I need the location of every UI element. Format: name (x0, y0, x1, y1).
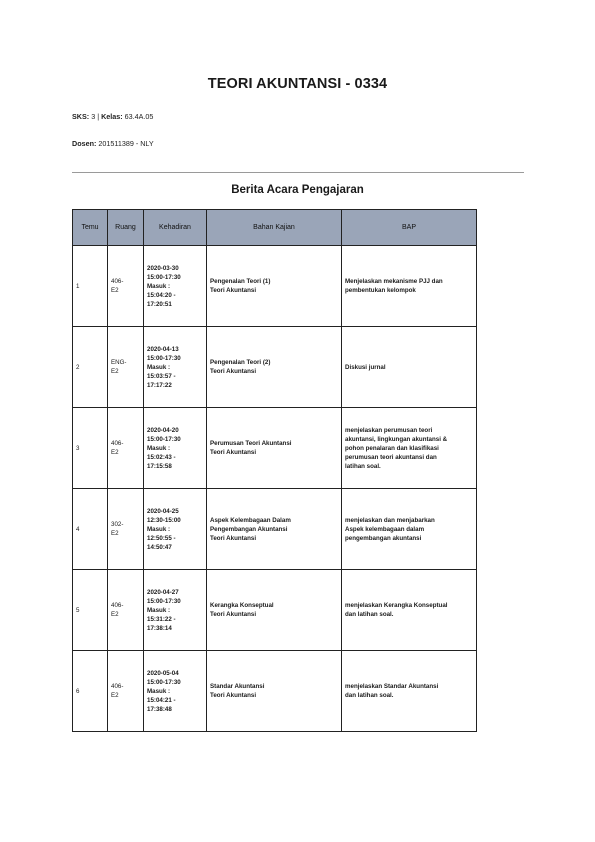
cell-bahan-kajian: Aspek Kelembagaan Dalam Pengembangan Akuntansi Teori Akuntansi (207, 489, 342, 570)
cell-kehadiran: 2020-05-04 15:00-17:30 Masuk : 15:04:21 - 17:38:48 (144, 651, 207, 732)
column-header-ruang: Ruang (108, 210, 144, 246)
cell-bap: Diskusi jurnal (342, 327, 477, 408)
cell-bahan-kajian: Kerangka Konseptual Teori Akuntansi (207, 570, 342, 651)
cell-ruang: 302- E2 (108, 489, 144, 570)
cell-bahan-kajian: Perumusan Teori Akuntansi Teori Akuntansi (207, 408, 342, 489)
cell-kehadiran: 2020-04-13 15:00-17:30 Masuk : 15:03:57 - 17:17:22 (144, 327, 207, 408)
cell-ruang: 406- E2 (108, 651, 144, 732)
cell-bahan-kajian: Pengenalan Teori (1) Teori Akuntansi (207, 246, 342, 327)
cell-temu: 2 (73, 327, 108, 408)
table-row (73, 408, 477, 489)
cell-temu: 5 (73, 570, 108, 651)
dosen-label: Dosen: (72, 139, 97, 148)
section-title: Berita Acara Pengajaran (231, 184, 364, 196)
table-row (73, 327, 477, 408)
cell-bap: menjelaskan perumusan teori akuntansi, lingkungan akuntansi & pohon penalaran dan klasifikasi perumusan teori akuntansi dan latihan soal. (342, 408, 477, 489)
cell-ruang: 406- E2 (108, 246, 144, 327)
cell-bap: menjelaskan dan menjabarkan Aspek kelembagaan dalam pengembangan akuntansi (342, 489, 477, 570)
cell-ruang: 406- E2 (108, 570, 144, 651)
column-header-temu: Temu (73, 210, 108, 246)
column-header-bahan-kajian: Bahan Kajian (207, 210, 342, 246)
kelas-label: Kelas: (101, 112, 123, 121)
cell-kehadiran: 2020-04-25 12:30-15:00 Masuk : 12:50:55 - 14:50:47 (144, 489, 207, 570)
cell-kehadiran: 2020-04-27 15:00-17:30 Masuk : 15:31:22 - 17:38:14 (144, 570, 207, 651)
teaching-report-table (72, 209, 477, 732)
cell-temu: 6 (73, 651, 108, 732)
course-meta-line (72, 112, 153, 121)
cell-temu: 1 (73, 246, 108, 327)
table-row (73, 570, 477, 651)
table-header-row (73, 210, 477, 246)
cell-kehadiran: 2020-04-20 15:00-17:30 Masuk : 15:02:43 - 17:15:58 (144, 408, 207, 489)
cell-bahan-kajian: Pengenalan Teori (2) Teori Akuntansi (207, 327, 342, 408)
table-row (73, 651, 477, 732)
column-header-kehadiran: Kehadiran (144, 210, 207, 246)
page-title: TEORI AKUNTANSI - 0334 (207, 76, 388, 92)
cell-kehadiran: 2020-03-30 15:00-17:30 Masuk : 15:04:20 - 17:20:51 (144, 246, 207, 327)
cell-bap: menjelaskan Standar Akuntansi dan latihan soal. (342, 651, 477, 732)
header-divider (72, 172, 524, 173)
sks-value: 3 (91, 112, 96, 121)
cell-bap: Menjelaskan mekanisme PJJ dan pembentukan kelompok (342, 246, 477, 327)
meta-separator: | (97, 112, 100, 121)
kelas-value: 63.4A.05 (124, 112, 154, 121)
cell-ruang: 406- E2 (108, 408, 144, 489)
column-header-bap: BAP (342, 210, 477, 246)
table-row (73, 489, 477, 570)
cell-ruang: ENG- E2 (108, 327, 144, 408)
cell-bap: menjelaskan Kerangka Konseptual dan latihan soal. (342, 570, 477, 651)
sks-label: SKS: (72, 112, 90, 121)
cell-temu: 4 (73, 489, 108, 570)
cell-temu: 3 (73, 408, 108, 489)
cell-bahan-kajian: Standar Akuntansi Teori Akuntansi (207, 651, 342, 732)
table-row (73, 246, 477, 327)
dosen-value: 201511389 - NLY (98, 139, 154, 148)
lecturer-meta-line (72, 139, 154, 148)
